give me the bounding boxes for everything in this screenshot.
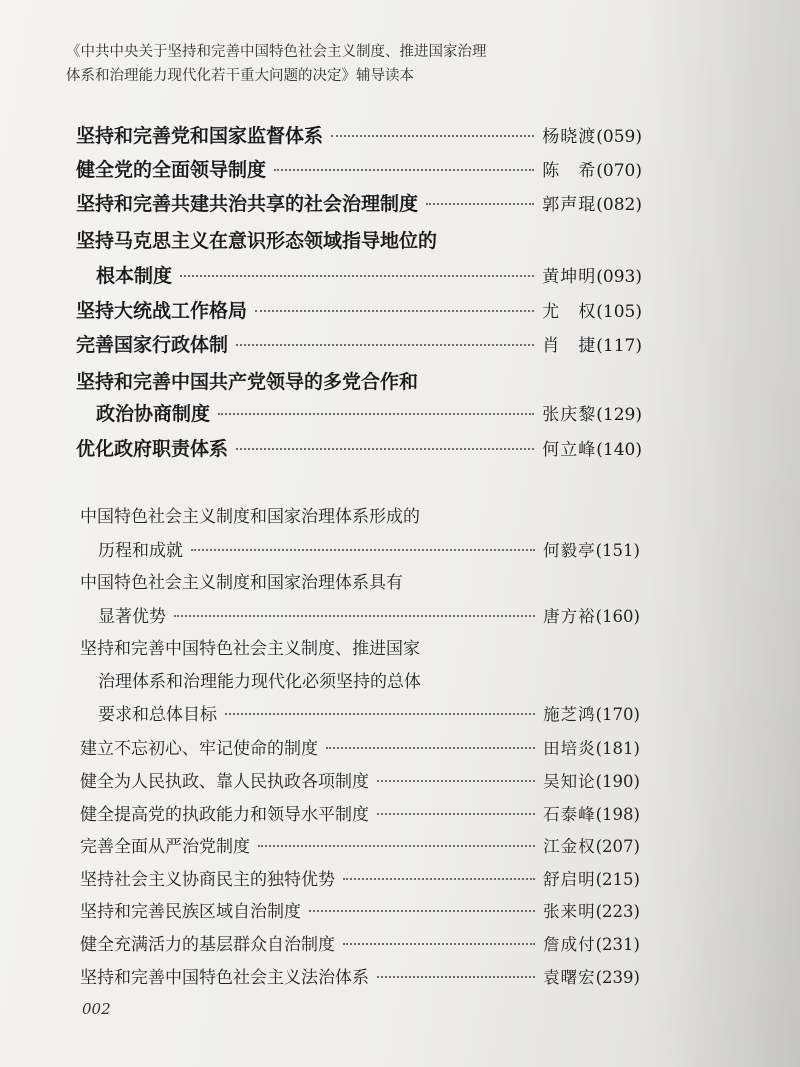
entry-page: (181) [595, 739, 640, 758]
entry-page: (170) [595, 705, 640, 724]
entry-title: 坚持和完善共建共治共享的社会治理制度 [76, 193, 419, 215]
entry-page: (140) [596, 440, 642, 460]
toc-entry [76, 330, 642, 357]
page-curl-shadow [650, 0, 800, 1067]
entry-page: (059) [596, 127, 642, 147]
entry-title: 优化政府职责体系 [76, 438, 229, 460]
header-line-1: 《中共中央关于坚持和完善中国特色社会主义制度、推进国家治理 [66, 44, 487, 60]
entry-author: 陈 希 [542, 161, 597, 181]
entry-title: 建立不忘初心、牢记使命的制度 [80, 739, 318, 759]
leader-dots [377, 813, 535, 815]
leader-dots [236, 448, 534, 450]
entry-page: (129) [596, 405, 642, 425]
leader-dots [426, 203, 534, 205]
entry-title-cont: 根本制度 [96, 265, 173, 287]
toc-entry [80, 865, 640, 890]
running-header [66, 40, 566, 88]
toc-entry-title-line [98, 667, 640, 692]
entry-title-cont: 治理体系和治理能力现代化必须坚持的总体 [98, 672, 421, 692]
toc-entry [96, 261, 642, 288]
leader-dots [225, 713, 535, 715]
leader-dots [309, 910, 535, 912]
entry-title: 健全提高党的执政能力和领导水平制度 [80, 805, 369, 825]
leader-dots [326, 747, 535, 749]
toc-entry [96, 399, 642, 426]
entry-author: 尤 权 [542, 302, 597, 322]
entry-title: 中国特色社会主义制度和国家治理体系形成的 [80, 507, 420, 527]
entry-author: 郭声琨 [542, 195, 597, 215]
leader-dots [180, 275, 534, 277]
page-number: 002 [82, 1000, 111, 1018]
entry-title: 健全为人民执政、靠人民执政各项制度 [80, 772, 369, 792]
header-line-2: 体系和治理能力现代化若干重大问题的决定》辅导读本 [66, 68, 414, 84]
entry-page: (215) [595, 870, 640, 889]
entry-title-cont: 政治协商制度 [96, 403, 211, 425]
entry-author: 江金权 [543, 837, 596, 856]
leader-dots [258, 845, 535, 847]
entry-page: (190) [595, 772, 640, 791]
entry-author: 施芝鸿 [543, 705, 596, 724]
toc-entry [80, 734, 640, 759]
toc-entry [98, 536, 640, 561]
toc-entry-title-line [80, 502, 640, 527]
entry-title: 完善国家行政体制 [76, 334, 229, 356]
entry-page: (082) [596, 195, 642, 215]
toc-entry [76, 434, 642, 461]
entry-page: (160) [595, 607, 640, 626]
entry-title: 坚持和完善中国共产党领导的多党合作和 [76, 371, 419, 393]
toc-entry [76, 155, 642, 182]
entry-author: 张来明 [543, 902, 596, 921]
entry-author: 袁曙宏 [543, 968, 596, 987]
leader-dots [218, 413, 534, 415]
toc-entry [80, 930, 640, 955]
entry-title-cont: 历程和成就 [98, 541, 183, 561]
entry-author: 石泰峰 [543, 805, 596, 824]
entry-author: 吴知论 [543, 772, 596, 791]
entry-title: 完善全面从严治党制度 [80, 837, 250, 857]
toc-entry [80, 897, 640, 922]
entry-author: 田培炎 [543, 739, 596, 758]
entry-author: 何毅亭 [543, 541, 596, 560]
leader-dots [343, 943, 535, 945]
entry-page: (151) [595, 541, 640, 560]
entry-author: 何立峰 [542, 440, 597, 460]
entry-title: 中国特色社会主义制度和国家治理体系具有 [80, 573, 403, 593]
entry-page: (207) [595, 837, 640, 856]
entry-page: (231) [595, 935, 640, 954]
leader-dots [343, 878, 535, 880]
leader-dots [191, 549, 535, 551]
entry-page: (198) [595, 805, 640, 824]
entry-page: (093) [596, 267, 642, 287]
entry-author: 舒启明 [543, 870, 596, 889]
toc-entry-title-line [80, 634, 640, 659]
entry-title: 坚持和完善党和国家监督体系 [76, 125, 324, 147]
entry-title: 坚持马克思主义在意识形态领域指导地位的 [76, 230, 438, 252]
toc-entry-title-line [76, 367, 642, 394]
entry-author: 张庆黎 [542, 405, 597, 425]
toc-entry [98, 700, 640, 725]
entry-author: 杨晓渡 [542, 127, 597, 147]
leader-dots [174, 615, 535, 617]
entry-author: 黄坤明 [542, 267, 597, 287]
leader-dots [377, 780, 535, 782]
leader-dots [377, 976, 535, 978]
entry-page: (070) [596, 161, 642, 181]
entry-title-cont: 要求和总体目标 [98, 705, 217, 725]
toc-entry [76, 296, 642, 323]
entry-author: 肖 捷 [542, 336, 597, 356]
toc-entry-title-line [80, 568, 640, 593]
toc-entry [98, 602, 640, 627]
entry-title: 坚持大统战工作格局 [76, 300, 248, 322]
toc-entry [80, 767, 640, 792]
entry-title: 坚持社会主义协商民主的独特优势 [80, 870, 335, 890]
entry-title: 健全党的全面领导制度 [76, 159, 267, 181]
entry-title: 坚持和完善民族区域自治制度 [80, 902, 301, 922]
leader-dots [331, 135, 534, 137]
toc-entry [80, 832, 640, 857]
entry-author: 唐方裕 [543, 607, 596, 626]
toc-entry [80, 963, 640, 988]
leader-dots [255, 310, 534, 312]
entry-title: 健全充满活力的基层群众自治制度 [80, 935, 335, 955]
leader-dots [236, 344, 534, 346]
entry-page: (239) [595, 968, 640, 987]
toc-entry [76, 121, 642, 148]
entry-author: 詹成付 [543, 935, 596, 954]
leader-dots [274, 169, 534, 171]
entry-page: (117) [596, 336, 642, 356]
entry-title: 坚持和完善中国特色社会主义法治体系 [80, 968, 369, 988]
toc-entry-title-line [76, 226, 642, 253]
entry-title: 坚持和完善中国特色社会主义制度、推进国家 [80, 639, 420, 659]
entry-title-cont: 显著优势 [98, 607, 166, 627]
toc-entry [76, 189, 642, 216]
entry-page: (223) [595, 902, 640, 921]
toc-entry [80, 800, 640, 825]
entry-page: (105) [596, 302, 642, 322]
